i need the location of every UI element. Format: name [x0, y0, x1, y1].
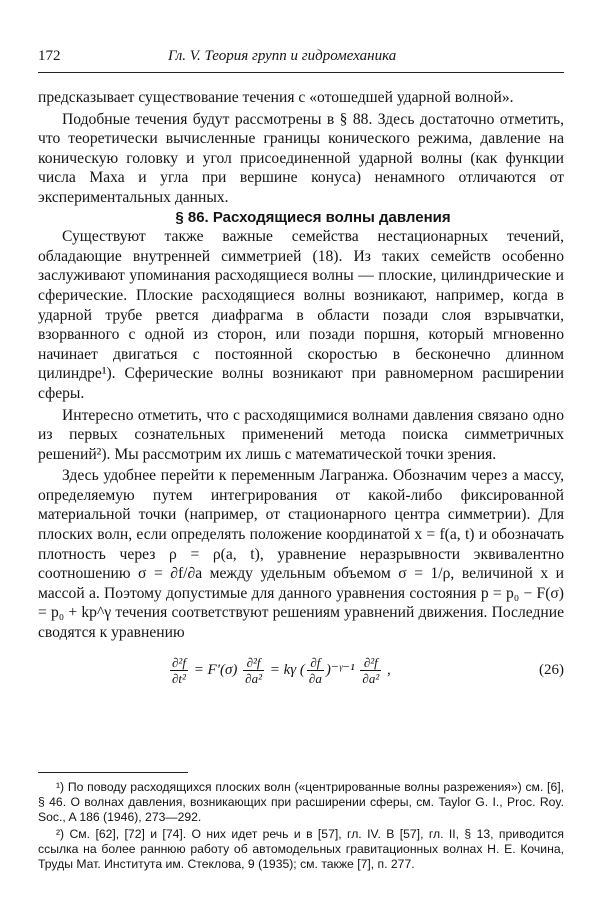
- equation-mid: = F′(σ): [189, 661, 242, 678]
- paragraph-continuation: предсказывает существование течения с «отошедшей ударной волной».: [38, 89, 514, 106]
- equation-number: (26): [539, 661, 564, 678]
- page-header: [38, 48, 564, 73]
- fraction-denominator: ∂a²: [362, 670, 380, 686]
- equation-body: [168, 655, 391, 686]
- fraction-numerator: ∂²f: [360, 655, 381, 671]
- fraction-numerator: ∂²f: [172, 654, 186, 670]
- paragraph-conical-flows: Подобные течения будут рассмотрены в § 88. Здесь достаточно отметить, что теоретически вычисленные границы конического режима, давление на коническую головку и угол присоединенной ударной волны (как функции числа Маха и угла при вершине конуса) ненамного отличаются от экспериментальных данных.: [38, 110, 564, 206]
- fraction-denominator: ∂t²: [172, 670, 186, 686]
- equation-tail: ,: [383, 661, 391, 678]
- paragraph-symmetric-solutions: Интересно отметить, что с расходящимися волнами давления связано одно из первых сознательных применений метода поиска симметричных решений²). Мы рассмотрим их лишь с математической точки зрения.: [38, 406, 564, 463]
- paragraph-lagrange-variables: Здесь удобнее перейти к переменным Лагранжа. Обозначим через a массу, определяемую путем интегрирования от какой-либо фиксированной материальной точки (например, от стационарного центра симметрии). Для плоских волн, если определять положение координатой x = f(a, t) и обозначать плотность через ρ = ρ(a, t), уравнение неразрывности эквивалентно соотношению σ = ∂f/∂a между удельным объемом σ = 1/ρ, величиной x и массой a. Поэтому допустимые для данного уравнения состояния p = p₀ − F(σ) = p₀ + kp^γ течения соответствуют решениям уравнений движения. Последние сводятся к уравнению: [38, 467, 564, 642]
- footnote-1: ¹) По поводу расходящихся плоских волн («центрированные волны разрежения») см. [6], § 46. О волнах давления, возникающих при расширении сферы, см. Taylor G. I., Proc. Roy. Soc., A 186 (1946), 273—292.: [38, 780, 564, 824]
- equation-exponent: )⁻ᵞ⁻¹: [325, 661, 359, 678]
- main-text: [38, 88, 564, 693]
- page-number: 172: [38, 48, 61, 64]
- paragraph-diverging-waves: Существуют также важные семейства нестационарных течений, обладающие внутренней симметрией (18). Из таких семейств особенно заслуживают упоминания расходящиеся волны — плоские, цилиндрические и сферические. Плоские расходящиеся волны возникают, например, когда в ударной трубе рвется диафрагма в области позади слоя взрывчатки, взорванного с одной из сторон, или позади поршня, который мгновенно начинает двигаться с постоянной скоростью в бесконечно длинном цилиндре¹). Сферические волны возникают при равномерном расширении сферы.: [38, 228, 564, 402]
- fraction-rhs2: [360, 655, 381, 686]
- fraction-numerator: ∂²f: [243, 655, 264, 671]
- fraction-denominator: ∂a²: [245, 670, 262, 686]
- equation-coefficient: = kγ (: [265, 661, 305, 678]
- fraction-rhs: [307, 655, 324, 686]
- section-heading: § 86. Расходящиеся волны давления: [175, 208, 451, 226]
- footnote-divider: [38, 772, 188, 773]
- footnote-2: ²) См. [62], [72] и [74]. О них идет речь и в [57], гл. IV. В [57], гл. II, § 13, приводится ссылка на более раннюю работу об автомодельных гравитационных волнах Н. Е. Кочина, Труды Мат. Института им. Стеклова, 9 (1935); см. также [7], п. 277.: [38, 827, 564, 871]
- running-title: Гл. V. Теория групп и гидромеханика: [168, 48, 397, 64]
- fraction-denominator: ∂a: [308, 670, 322, 686]
- footnotes: [38, 780, 564, 874]
- equation-26: [38, 649, 564, 693]
- fraction-mid: [243, 655, 264, 686]
- fraction-numerator: ∂f: [307, 655, 324, 671]
- fraction-lhs: [170, 655, 188, 686]
